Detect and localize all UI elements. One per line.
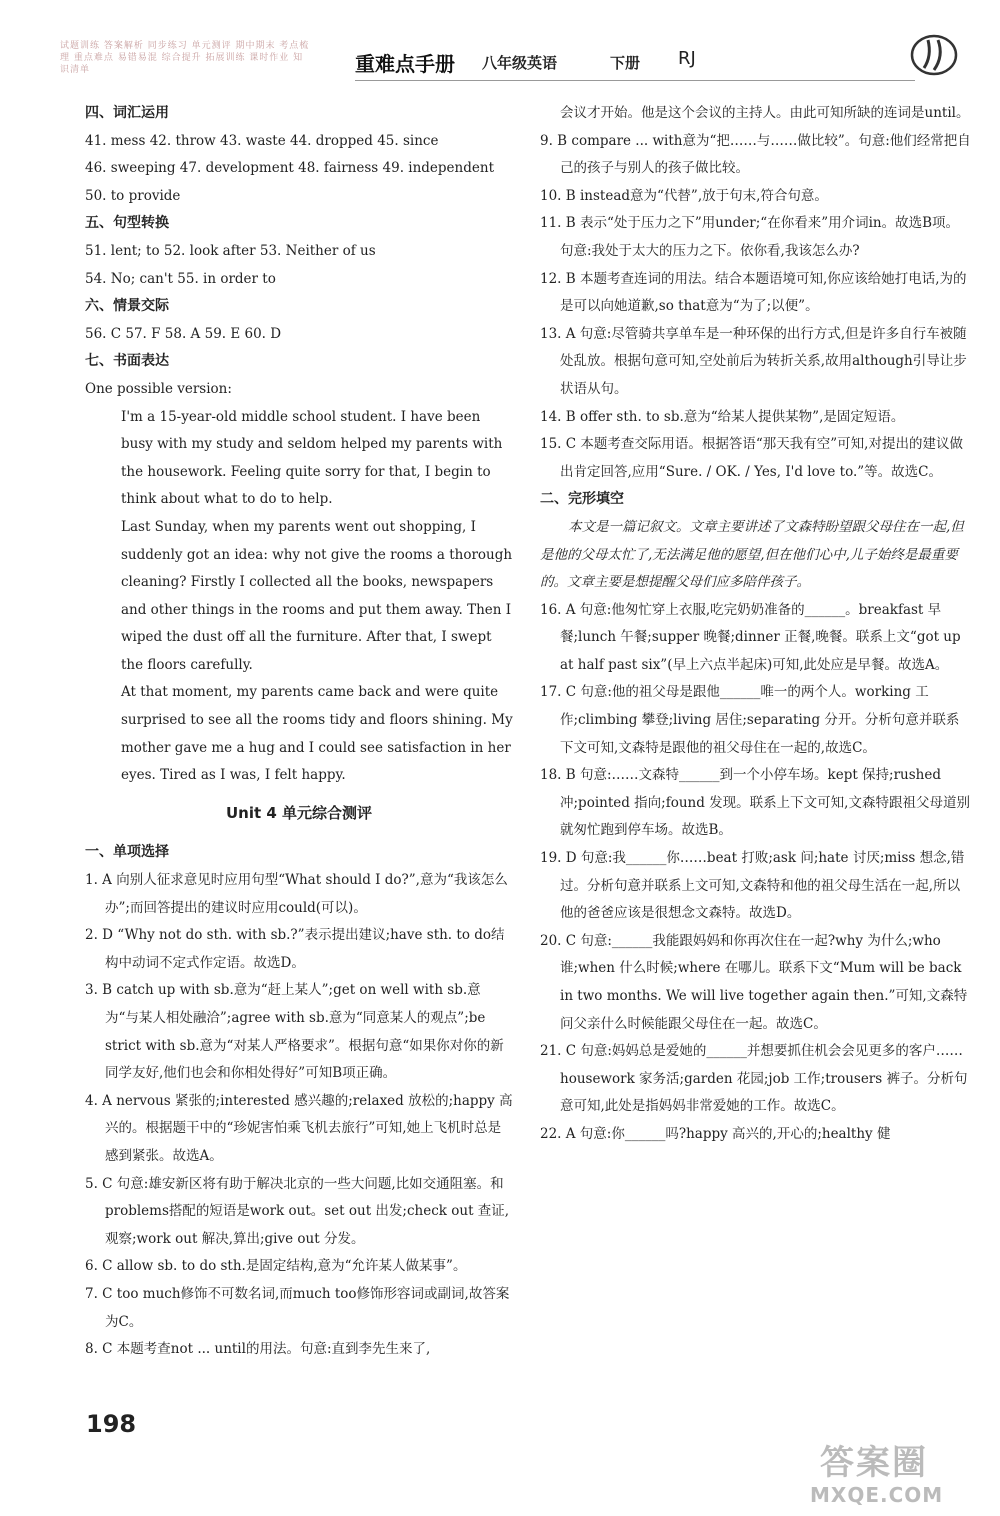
- page-header: [50, 28, 960, 86]
- answer-item: 5. C 句意:雄安新区将有助于解决北京的一些大问题,比如交通阻塞。和problems搭配的短语是work out。set out 出发;check out 查证,观察;work out 解决,算出;give out 分发。: [85, 1175, 510, 1247]
- answer-item: 8. C 本题考查not ... until的用法。句意:直到李先生来了,: [85, 1341, 431, 1358]
- book-volume: 下册: [610, 54, 641, 72]
- section-choice-title: 一、单项选择: [85, 844, 169, 861]
- dialogue-answers: 56. C 57. F 58. A 59. E 60. D: [85, 325, 282, 342]
- site-watermark: [810, 1435, 980, 1505]
- answer-item: 20. C 句意:______我能跟妈妈和你再次住在一起?why 为什么;who 谁;when 什么时候;where 在哪儿。联系下文“Mum will be back in two months. We will live together again then.”可知,文森特问父亲什么时候能跟父母住在一起。故选C。: [540, 932, 968, 1032]
- unit-title: Unit 4 单元综合测评: [225, 803, 373, 822]
- page-number: 198: [86, 1410, 137, 1438]
- answer-item: 7. C too much修饰不可数名词,而much too修饰形容词或副词,故答案为C。: [85, 1285, 510, 1330]
- answer-item: 19. D 句意:我______你……beat 打败;ask 问;hate 讨厌;miss 想念,错过。分析句意并联系上文可知,文森特和他的祖父母生活在一起,所以他的爸爸应该是很想念文森特。故选D。: [540, 850, 965, 922]
- book-edition: RJ: [678, 48, 696, 69]
- section-dialogue-title: 六、情景交际: [85, 298, 169, 315]
- answer-item: 6. C allow sb. to do sth.是固定结构,意为“允许某人做某事”。: [85, 1258, 467, 1275]
- header-rule: [355, 80, 915, 81]
- answer-item: 3. B catch up with sb.意为“赶上某人”;get on well with sb.意为“与某人相处融洽”;agree with sb.意为“同意某人的观点”;be strict with sb.意为“对某人严格要求”。根据句意“如果你对你的新同学友好,他们也会和你相处得好”可知B项正确。: [85, 982, 504, 1082]
- answer-item: 22. A 句意:你______吗?happy 高兴的,开心的;healthy 健: [540, 1125, 891, 1142]
- section-vocabulary-title: 四、词汇运用: [85, 105, 169, 121]
- answer-item-continued: 会议才开始。他是这个会议的主持人。由此可知所缺的连词是until。: [560, 105, 970, 121]
- watermark-sub: MXQE.COM: [810, 1483, 944, 1507]
- answer-item: 13. A 句意:尽管骑共享单车是一种环保的出行方式,但是许多自行车被随处乱放。根据句意可知,空处前后为转折关系,故用although引导让步状语从句。: [540, 325, 967, 397]
- answer-item: 2. D “Why not do sth. with sb.?”表示提出建议;have sth. to do结构中动词不定式作定语。故选D。: [85, 927, 505, 971]
- answer-item: 14. B offer sth. to sb.意为“给某人提供某物”,是固定短语。: [540, 408, 905, 425]
- essay-paragraph: Last Sunday, when my parents went out shopping, I suddenly got an idea: why not give the rooms a thorough cleaning? Firstly I collected all the books, newspapers and other things in the rooms and put them away. Then I wiped the dust off all the furniture. After that, I swept the floors carefully.: [121, 518, 513, 673]
- section-sentence-title: 五、句型转换: [85, 215, 169, 232]
- answer-item: 10. B instead意为“代替”,放于句末,符合句意。: [540, 187, 828, 204]
- right-column: [540, 100, 972, 1149]
- left-column: [85, 100, 513, 1364]
- answer-item: 16. A 句意:他匆忙穿上衣服,吃完奶奶准备的______。breakfast 早餐;lunch 午餐;supper 晚餐;dinner 正餐,晚餐。联系上文“got up at half past six”(早上六点半起床)可知,此处应是早餐。故选A。: [540, 601, 961, 673]
- answer-item: 4. A nervous 紧张的;interested 感兴趣的;relaxed 放松的;happy 高兴的。根据题干中的“珍妮害怕乘飞机去旅行”可知,她上飞机时总是感到紧张。故选A。: [85, 1092, 513, 1164]
- answer-item: 12. B 本题考查连词的用法。结合本题语境可知,你应该给她打电话,为的是可以向她道歉,so that意为“为了;以便”。: [540, 270, 967, 315]
- answer-item: 11. B 表示“处于压力之下”用under;“在你看来”用介词in。故选B项。句意:我处于太大的压力之下。依你看,我该怎么办?: [540, 215, 960, 259]
- sentence-answers-1: 51. lent; to 52. look after 53. Neither of us: [85, 242, 376, 259]
- watermark-main: 答案圈: [820, 1443, 928, 1483]
- answer-item: 9. B compare ... with意为“把……与……做比较”。句意:他们经常把自己的孩子与别人的孩子做比较。: [540, 132, 971, 177]
- cloze-intro: 本文是一篇记叙文。文章主要讲述了文森特盼望跟父母住在一起,但是他的父母太忙了,无法满足他的愿望,但在他们心中,儿子始终是最重要的。文章主要是想提醒父母们应多陪伴孩子。: [540, 518, 964, 591]
- answer-item: 18. B 句意:……文森特______到一个小停车场。kept 保持;rushed 冲;pointed 指向;found 发现。联系上下文可知,文森特跟祖父母道别就匆忙跑到停车场。故选B。: [540, 767, 970, 839]
- vocabulary-answers-3: 50. to provide: [85, 187, 181, 204]
- answer-item: 15. C 本题考查交际用语。根据答语“那天我有空”可知,对提出的建议做出肯定回答,应用“Sure. / OK. / Yes, I'd love to.”等。故选C。: [540, 436, 963, 480]
- answer-item: 1. A 向别人征求意见时应用句型“What should I do?”,意为“我该怎么办”;而回答提出的建议时应用could(可以)。: [85, 872, 508, 916]
- essay-paragraph: At that moment, my parents came back and were quite surprised to see all the rooms tidy and floors shining. My mother gave me a hug and I could see satisfaction in her eyes. Tired as I was, I felt happy.: [121, 684, 513, 784]
- answer-item: 21. C 句意:妈妈总是爱她的______并想要抓住机会会见更多的客户…… housework 家务活;garden 花园;job 工作;trousers 裤子。分析句意可知,此处是指妈妈非常爱她的工作。故选C。: [540, 1043, 968, 1115]
- sentence-answers-2: 54. No; can't 55. in order to: [85, 270, 276, 287]
- sample-essay: [85, 404, 513, 790]
- answer-item: 17. C 句意:他的祖父母是跟他______唯一的两个人。working 工作;climbing 攀登;living 居住;separating 分开。分析句意并联系下文可知,文森特是跟他的祖父母住在一起的,故选C。: [540, 684, 960, 756]
- writing-intro: One possible version:: [85, 380, 232, 397]
- section-cloze-title: 二、完形填空: [540, 491, 624, 508]
- vocabulary-answers-1: 41. mess 42. throw 43. waste 44. dropped 45. since: [85, 132, 439, 149]
- header-pattern: 试题训练 答案解析 同步练习 单元测评 期中期末 考点梳理 重点难点 易错易混 综合提升 拓展训练 课时作业 知识清单: [60, 41, 310, 75]
- essay-paragraph: I'm a 15-year-old middle school student. I have been busy with my study and seldom helped my parents with the housework. Feeling quite sorry for that, I begin to think about what to do to help.: [121, 408, 503, 508]
- vocabulary-answers-2: 46. sweeping 47. development 48. fairness 49. independent: [85, 160, 494, 177]
- section-writing-title: 七、书面表达: [85, 353, 169, 370]
- book-title: 重难点手册: [355, 52, 455, 76]
- publisher-logo-icon: [908, 32, 960, 78]
- book-grade: 八年级英语: [482, 54, 558, 72]
